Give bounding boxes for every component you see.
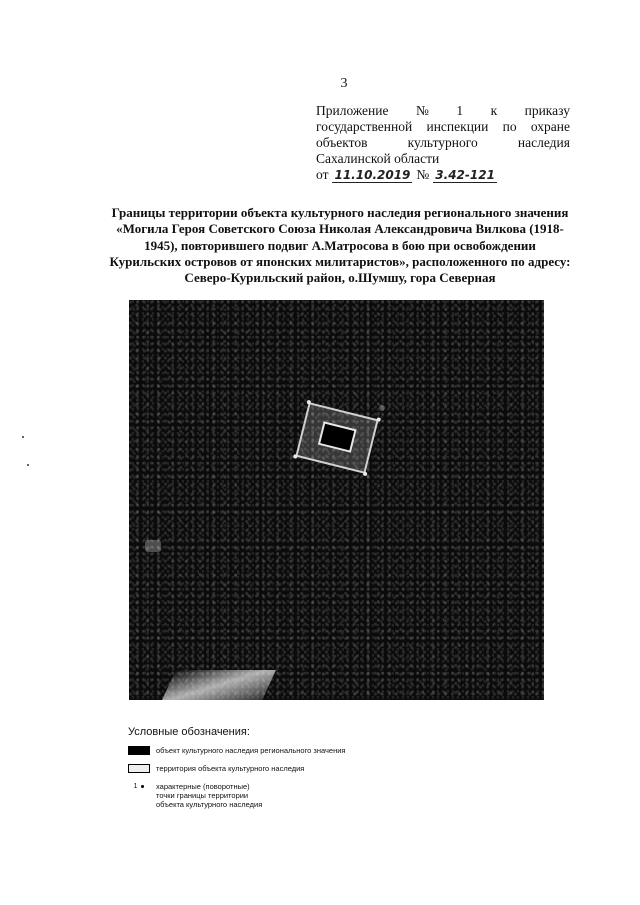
appendix-word: объектов [316,135,368,150]
legend-object-symbol [128,746,150,755]
from-label: от [316,167,329,182]
legend-title: Условные обозначения: [128,726,250,738]
appendix-word: № [415,103,429,118]
document-title: Границы территории объекта культурного наследия регионального значения «Могила Героя Советского Союза Николая Александровича Вилкова (1918-1945), повторившего подвиг А.Матросова в бою при освобождении Курильских островов от японских милитаристов», расположенного по адресу: Северо-Курильский район, о.Шумшу, гора Северная [109,205,571,286]
appendix-word: 1 [456,103,464,118]
heritage-territory-boundary [295,402,378,474]
appendix-word: культурного [407,135,478,150]
appendix-line-2: государственной инспекции по охране [316,119,570,134]
legend-item-points [128,782,428,809]
order-number-handwritten: 3.42-121 [435,168,495,182]
order-reference [316,167,570,183]
legend-item-territory [128,764,428,773]
appendix-word: наследия [517,135,570,150]
photo-debris [145,540,161,552]
legend-item-label: характерные (поворотные) точки границы территории объекта культурного наследия [156,782,263,809]
boundary-point-marker [376,417,381,422]
map-legend [128,726,428,818]
appendix-line-3 [316,135,570,151]
boundary-point-marker [293,454,298,459]
appendix-line-4: Сахалинской области [316,151,440,166]
heritage-object-grave [318,421,357,453]
appendix-word: Приложение [316,103,389,118]
order-date-handwritten: 11.10.2019 [334,168,411,182]
aerial-photo-map [129,300,544,700]
appendix-word: приказу [524,103,570,118]
appendix-line-1 [316,103,570,119]
legend-item-label: территория объекта культурного наследия [156,764,305,773]
legend-item-object [128,746,428,755]
boundary-point-marker [306,400,311,405]
appendix-word: к [490,103,498,118]
legend-territory-symbol [128,764,150,773]
scan-mark [22,436,24,438]
photo-debris [379,405,385,411]
number-label: № [416,167,430,182]
point-dot-icon [141,785,144,788]
photo-glare [162,670,276,700]
boundary-point-marker [363,471,368,476]
scan-mark [27,464,29,466]
legend-point-number: 1 [133,783,138,790]
legend-point-symbol [128,782,150,791]
appendix-header [316,103,570,183]
legend-item-label: объект культурного наследия регионального значения [156,746,346,755]
page-number: 3 [340,76,348,91]
